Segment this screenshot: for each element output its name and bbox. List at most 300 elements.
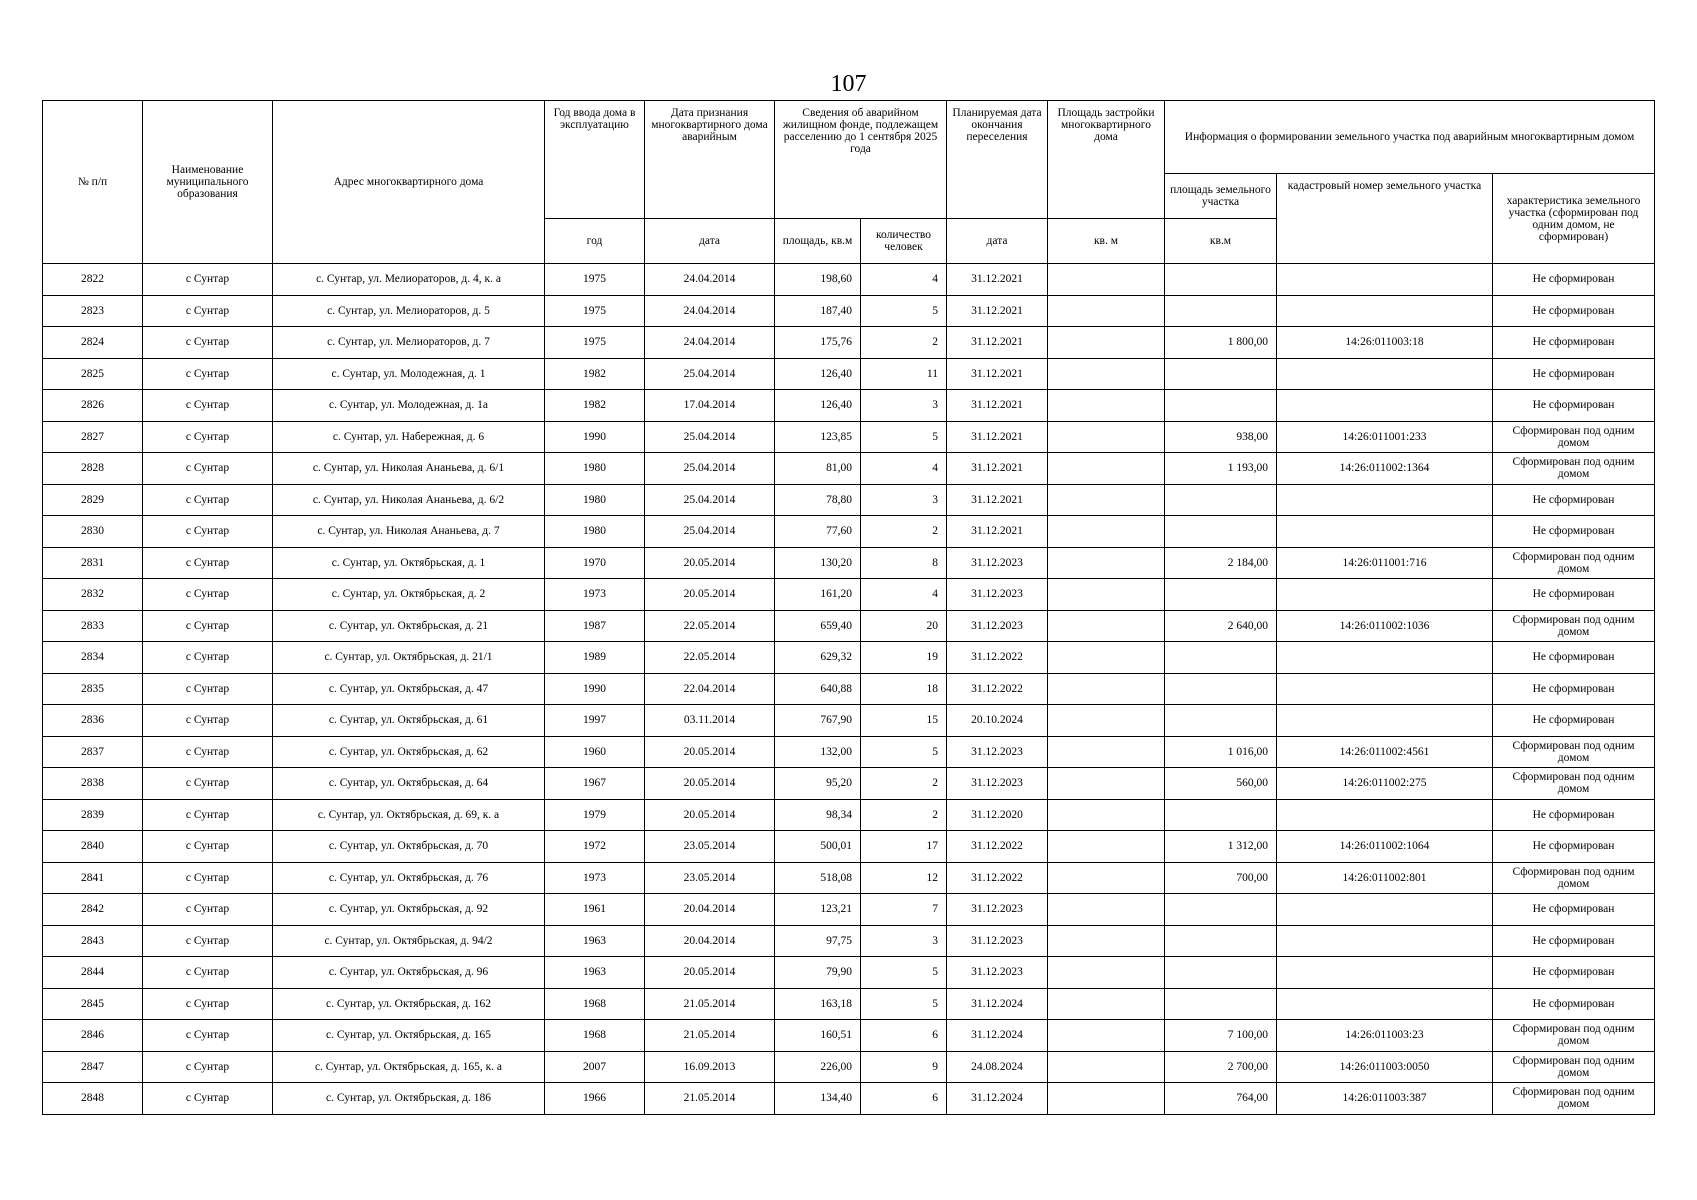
table-row [43,547,1655,579]
cell-land-area: 1 800,00 [1165,327,1277,359]
table-row [43,988,1655,1020]
cell-area: 163,18 [775,988,861,1020]
cell-cadastral [1277,799,1493,831]
cell-people: 5 [861,295,947,327]
cell-year: 1972 [545,831,645,863]
cell-land-status: Сформирован под одним домом [1493,1083,1655,1115]
cell-land-area: 7 100,00 [1165,1020,1277,1052]
cell-planned-end: 31.12.2022 [947,831,1048,863]
cell-date-declared: 23.05.2014 [645,862,775,894]
unit-land-area: кв.м [1165,219,1277,264]
cell-year: 1982 [545,358,645,390]
cell-land-status: Не сформирован [1493,705,1655,737]
cell-date-declared: 03.11.2014 [645,705,775,737]
cell-people: 8 [861,547,947,579]
cell-people: 3 [861,484,947,516]
cell-people: 5 [861,988,947,1020]
cell-year: 2007 [545,1051,645,1083]
cell-address: с. Сунтар, ул. Молодежная, д. 1а [273,390,545,422]
cell-cadastral: 14:26:011002:801 [1277,862,1493,894]
header-cadastral: кадастровый номер земельного участка [1277,174,1493,264]
cell-planned-end: 24.08.2024 [947,1051,1048,1083]
cell-building-area [1048,547,1165,579]
cell-cadastral [1277,358,1493,390]
cell-num: 2833 [43,610,143,642]
cell-municipality: с Сунтар [143,768,273,800]
cell-land-status: Сформирован под одним домом [1493,1051,1655,1083]
cell-date-declared: 20.05.2014 [645,579,775,611]
cell-year: 1990 [545,421,645,453]
table-row [43,705,1655,737]
cell-planned-end: 31.12.2021 [947,327,1048,359]
cell-municipality: с Сунтар [143,610,273,642]
cell-address: с. Сунтар, ул. Октябрьская, д. 165 [273,1020,545,1052]
cell-municipality: с Сунтар [143,547,273,579]
cell-year: 1975 [545,264,645,296]
cell-land-area: 764,00 [1165,1083,1277,1115]
cell-date-declared: 22.05.2014 [645,642,775,674]
cell-planned-end: 31.12.2021 [947,453,1048,485]
cell-people: 3 [861,390,947,422]
cell-land-area: 1 016,00 [1165,736,1277,768]
cell-land-status: Не сформирован [1493,295,1655,327]
cell-cadastral: 14:26:011002:4561 [1277,736,1493,768]
cell-land-area [1165,705,1277,737]
cell-planned-end: 31.12.2022 [947,642,1048,674]
cell-address: с. Сунтар, ул. Октябрьская, д. 61 [273,705,545,737]
cell-address: с. Сунтар, ул. Октябрьская, д. 92 [273,894,545,926]
cell-municipality: с Сунтар [143,579,273,611]
cell-land-status: Не сформирован [1493,358,1655,390]
cell-land-status: Не сформирован [1493,957,1655,989]
cell-area: 175,76 [775,327,861,359]
cell-cadastral: 14:26:011002:1364 [1277,453,1493,485]
cell-address: с. Сунтар, ул. Октябрьская, д. 62 [273,736,545,768]
cell-building-area [1048,1051,1165,1083]
cell-people: 6 [861,1083,947,1115]
cell-year: 1980 [545,453,645,485]
emergency-housing-table [42,100,1655,1115]
cell-cadastral [1277,925,1493,957]
cell-municipality: с Сунтар [143,421,273,453]
cell-planned-end: 31.12.2023 [947,736,1048,768]
cell-municipality: с Сунтар [143,390,273,422]
table-row [43,736,1655,768]
cell-num: 2822 [43,264,143,296]
cell-land-status: Сформирован под одним домом [1493,768,1655,800]
cell-municipality: с Сунтар [143,705,273,737]
cell-land-status: Не сформирован [1493,516,1655,548]
cell-date-declared: 22.04.2014 [645,673,775,705]
table-row [43,295,1655,327]
cell-address: с. Сунтар, ул. Октябрьская, д. 76 [273,862,545,894]
cell-cadastral: 14:26:011002:1036 [1277,610,1493,642]
cell-area: 126,40 [775,390,861,422]
cell-building-area [1048,799,1165,831]
cell-land-status: Не сформирован [1493,831,1655,863]
header-num: № п/п [43,101,143,264]
cell-people: 18 [861,673,947,705]
table-row [43,1083,1655,1115]
cell-year: 1982 [545,390,645,422]
cell-planned-end: 31.12.2020 [947,799,1048,831]
cell-people: 6 [861,1020,947,1052]
cell-planned-end: 31.12.2023 [947,579,1048,611]
cell-land-area [1165,484,1277,516]
cell-planned-end: 31.12.2024 [947,988,1048,1020]
cell-area: 640,88 [775,673,861,705]
unit-people: количество человек [861,219,947,264]
cell-municipality: с Сунтар [143,484,273,516]
cell-date-declared: 25.04.2014 [645,358,775,390]
cell-people: 5 [861,736,947,768]
cell-year: 1975 [545,327,645,359]
table-row [43,768,1655,800]
cell-date-declared: 21.05.2014 [645,988,775,1020]
cell-planned-end: 31.12.2022 [947,862,1048,894]
cell-cadastral: 14:26:011001:233 [1277,421,1493,453]
cell-building-area [1048,925,1165,957]
cell-municipality: с Сунтар [143,736,273,768]
cell-people: 20 [861,610,947,642]
cell-building-area [1048,1020,1165,1052]
cell-year: 1980 [545,516,645,548]
cell-land-status: Не сформирован [1493,327,1655,359]
cell-people: 15 [861,705,947,737]
unit-date: дата [645,219,775,264]
cell-address: с. Сунтар, ул. Николая Ананьева, д. 6/2 [273,484,545,516]
cell-date-declared: 21.05.2014 [645,1020,775,1052]
table-row [43,579,1655,611]
cell-planned-end: 31.12.2021 [947,295,1048,327]
cell-num: 2831 [43,547,143,579]
cell-building-area [1048,1083,1165,1115]
cell-people: 2 [861,516,947,548]
cell-land-area [1165,673,1277,705]
table-row [43,264,1655,296]
cell-land-area [1165,516,1277,548]
cell-area: 500,01 [775,831,861,863]
cell-date-declared: 24.04.2014 [645,264,775,296]
cell-date-declared: 20.04.2014 [645,894,775,926]
cell-planned-end: 31.12.2021 [947,421,1048,453]
cell-people: 4 [861,579,947,611]
cell-building-area [1048,390,1165,422]
header-land-area: площадь земельного участка [1165,174,1277,219]
table-row [43,799,1655,831]
cell-year: 1989 [545,642,645,674]
cell-address: с. Сунтар, ул. Октябрьская, д. 94/2 [273,925,545,957]
cell-date-declared: 22.05.2014 [645,610,775,642]
cell-municipality: с Сунтар [143,673,273,705]
cell-planned-end: 31.12.2024 [947,1020,1048,1052]
cell-municipality: с Сунтар [143,358,273,390]
cell-planned-end: 31.12.2021 [947,484,1048,516]
cell-area: 134,40 [775,1083,861,1115]
cell-building-area [1048,579,1165,611]
table-row [43,1020,1655,1052]
cell-building-area [1048,358,1165,390]
cell-year: 1966 [545,1083,645,1115]
cell-building-area [1048,516,1165,548]
cell-address: с. Сунтар, ул. Набережная, д. 6 [273,421,545,453]
cell-year: 1968 [545,1020,645,1052]
cell-num: 2830 [43,516,143,548]
cell-planned-end: 20.10.2024 [947,705,1048,737]
cell-date-declared: 20.05.2014 [645,547,775,579]
cell-building-area [1048,642,1165,674]
cell-date-declared: 25.04.2014 [645,421,775,453]
cell-land-status: Не сформирован [1493,642,1655,674]
cell-land-status: Сформирован под одним домом [1493,862,1655,894]
cell-building-area [1048,736,1165,768]
cell-area: 659,40 [775,610,861,642]
table-body [43,264,1655,1115]
cell-land-status: Сформирован под одним домом [1493,736,1655,768]
cell-cadastral: 14:26:011002:1064 [1277,831,1493,863]
cell-building-area [1048,768,1165,800]
cell-municipality: с Сунтар [143,1051,273,1083]
table-row [43,1051,1655,1083]
cell-num: 2829 [43,484,143,516]
cell-address: с. Сунтар, ул. Октябрьская, д. 47 [273,673,545,705]
cell-date-declared: 20.05.2014 [645,799,775,831]
cell-land-status: Сформирован под одним домом [1493,610,1655,642]
cell-planned-end: 31.12.2023 [947,925,1048,957]
cell-area: 77,60 [775,516,861,548]
cell-people: 7 [861,894,947,926]
cell-municipality: с Сунтар [143,327,273,359]
cell-num: 2840 [43,831,143,863]
header-year-commissioned: Год ввода дома в эксплуатацию [545,101,645,219]
table-row [43,453,1655,485]
table-row [43,673,1655,705]
cell-land-area [1165,799,1277,831]
table-row [43,484,1655,516]
cell-land-status: Сформирован под одним домом [1493,1020,1655,1052]
header-planned-end: Планируемая дата окончания переселения [947,101,1048,219]
cell-people: 11 [861,358,947,390]
cell-planned-end: 31.12.2021 [947,390,1048,422]
cell-municipality: с Сунтар [143,642,273,674]
cell-cadastral [1277,484,1493,516]
cell-land-area [1165,925,1277,957]
cell-building-area [1048,295,1165,327]
cell-area: 126,40 [775,358,861,390]
cell-planned-end: 31.12.2022 [947,673,1048,705]
cell-land-area: 1 312,00 [1165,831,1277,863]
table-row [43,925,1655,957]
cell-year: 1961 [545,894,645,926]
cell-date-declared: 25.04.2014 [645,484,775,516]
cell-num: 2839 [43,799,143,831]
cell-date-declared: 24.04.2014 [645,327,775,359]
cell-num: 2825 [43,358,143,390]
cell-area: 78,80 [775,484,861,516]
cell-building-area [1048,453,1165,485]
cell-building-area [1048,264,1165,296]
cell-people: 5 [861,421,947,453]
header-land-char: характеристика земельного участка (сформирован под одним домом, не сформирован) [1493,174,1655,264]
cell-land-status: Не сформирован [1493,264,1655,296]
cell-address: с. Сунтар, ул. Мелиораторов, д. 5 [273,295,545,327]
cell-building-area [1048,610,1165,642]
cell-year: 1960 [545,736,645,768]
table-row [43,516,1655,548]
cell-cadastral: 14:26:011001:716 [1277,547,1493,579]
table-row [43,957,1655,989]
cell-area: 81,00 [775,453,861,485]
cell-building-area [1048,957,1165,989]
table-row [43,327,1655,359]
cell-num: 2836 [43,705,143,737]
cell-date-declared: 17.04.2014 [645,390,775,422]
cell-cadastral [1277,673,1493,705]
cell-date-declared: 20.05.2014 [645,736,775,768]
cell-cadastral [1277,705,1493,737]
header-emergency-info: Сведения об аварийном жилищном фонде, подлежащем расселению до 1 сентября 2025 года [775,101,947,219]
cell-people: 12 [861,862,947,894]
cell-date-declared: 21.05.2014 [645,1083,775,1115]
cell-land-area [1165,642,1277,674]
cell-municipality: с Сунтар [143,831,273,863]
cell-address: с. Сунтар, ул. Октябрьская, д. 162 [273,988,545,1020]
cell-area: 161,20 [775,579,861,611]
cell-address: с. Сунтар, ул. Октябрьская, д. 64 [273,768,545,800]
cell-area: 130,20 [775,547,861,579]
cell-num: 2838 [43,768,143,800]
table-row [43,894,1655,926]
cell-cadastral [1277,579,1493,611]
table-row [43,421,1655,453]
cell-date-declared: 25.04.2014 [645,516,775,548]
cell-num: 2835 [43,673,143,705]
cell-land-status: Сформирован под одним домом [1493,547,1655,579]
cell-people: 2 [861,768,947,800]
cell-planned-end: 31.12.2023 [947,957,1048,989]
cell-year: 1987 [545,610,645,642]
cell-year: 1967 [545,768,645,800]
cell-num: 2848 [43,1083,143,1115]
cell-date-declared: 20.04.2014 [645,925,775,957]
cell-num: 2845 [43,988,143,1020]
cell-municipality: с Сунтар [143,295,273,327]
cell-planned-end: 31.12.2023 [947,768,1048,800]
cell-area: 123,85 [775,421,861,453]
cell-land-area [1165,894,1277,926]
cell-people: 9 [861,1051,947,1083]
cell-municipality: с Сунтар [143,264,273,296]
table-row [43,831,1655,863]
cell-people: 2 [861,799,947,831]
table-row [43,358,1655,390]
cell-area: 187,40 [775,295,861,327]
cell-municipality: с Сунтар [143,862,273,894]
cell-cadastral [1277,516,1493,548]
cell-people: 19 [861,642,947,674]
cell-land-area: 2 184,00 [1165,547,1277,579]
cell-year: 1979 [545,799,645,831]
cell-land-area: 1 193,00 [1165,453,1277,485]
cell-people: 4 [861,264,947,296]
cell-land-area [1165,988,1277,1020]
cell-land-area: 2 640,00 [1165,610,1277,642]
cell-year: 1968 [545,988,645,1020]
cell-land-status: Не сформирован [1493,925,1655,957]
cell-num: 2834 [43,642,143,674]
cell-land-area: 2 700,00 [1165,1051,1277,1083]
cell-planned-end: 31.12.2023 [947,610,1048,642]
cell-land-status: Не сформирован [1493,390,1655,422]
cell-building-area [1048,327,1165,359]
cell-planned-end: 31.12.2021 [947,264,1048,296]
cell-area: 629,32 [775,642,861,674]
cell-building-area [1048,673,1165,705]
cell-address: с. Сунтар, ул. Молодежная, д. 1 [273,358,545,390]
cell-date-declared: 20.05.2014 [645,957,775,989]
cell-address: с. Сунтар, ул. Октябрьская, д. 2 [273,579,545,611]
cell-num: 2837 [43,736,143,768]
cell-land-status: Не сформирован [1493,988,1655,1020]
cell-municipality: с Сунтар [143,516,273,548]
cell-cadastral [1277,390,1493,422]
cell-year: 1973 [545,862,645,894]
cell-building-area [1048,484,1165,516]
header-municipality: Наименование муниципального образования [143,101,273,264]
cell-building-area [1048,705,1165,737]
header-date-declared: Дата признания многоквартирного дома аварийным [645,101,775,219]
cell-land-area: 938,00 [1165,421,1277,453]
header-building-area: Площадь застройки многоквартирного дома [1048,101,1165,219]
cell-land-area: 700,00 [1165,862,1277,894]
cell-planned-end: 31.12.2023 [947,894,1048,926]
cell-address: с. Сунтар, ул. Октябрьская, д. 21 [273,610,545,642]
cell-date-declared: 20.05.2014 [645,768,775,800]
cell-address: с. Сунтар, ул. Октябрьская, д. 165, к. а [273,1051,545,1083]
cell-land-status: Не сформирован [1493,799,1655,831]
cell-municipality: с Сунтар [143,925,273,957]
cell-municipality: с Сунтар [143,894,273,926]
cell-land-area [1165,358,1277,390]
cell-municipality: с Сунтар [143,1020,273,1052]
cell-area: 123,21 [775,894,861,926]
cell-area: 518,08 [775,862,861,894]
table-header [43,101,1655,264]
cell-municipality: с Сунтар [143,453,273,485]
cell-address: с. Сунтар, ул. Мелиораторов, д. 4, к. а [273,264,545,296]
cell-cadastral: 14:26:011003:18 [1277,327,1493,359]
cell-land-status: Не сформирован [1493,894,1655,926]
cell-area: 226,00 [775,1051,861,1083]
cell-people: 3 [861,925,947,957]
cell-date-declared: 25.04.2014 [645,453,775,485]
cell-area: 98,34 [775,799,861,831]
cell-date-declared: 23.05.2014 [645,831,775,863]
cell-building-area [1048,421,1165,453]
cell-area: 198,60 [775,264,861,296]
cell-date-declared: 24.04.2014 [645,295,775,327]
cell-people: 17 [861,831,947,863]
cell-num: 2827 [43,421,143,453]
page-number: 107 [830,71,867,97]
unit-build-area: кв. м [1048,219,1165,264]
cell-planned-end: 31.12.2021 [947,516,1048,548]
cell-land-status: Не сформирован [1493,579,1655,611]
cell-planned-end: 31.12.2023 [947,547,1048,579]
cell-address: с. Сунтар, ул. Николая Ананьева, д. 6/1 [273,453,545,485]
cell-num: 2842 [43,894,143,926]
cell-building-area [1048,988,1165,1020]
